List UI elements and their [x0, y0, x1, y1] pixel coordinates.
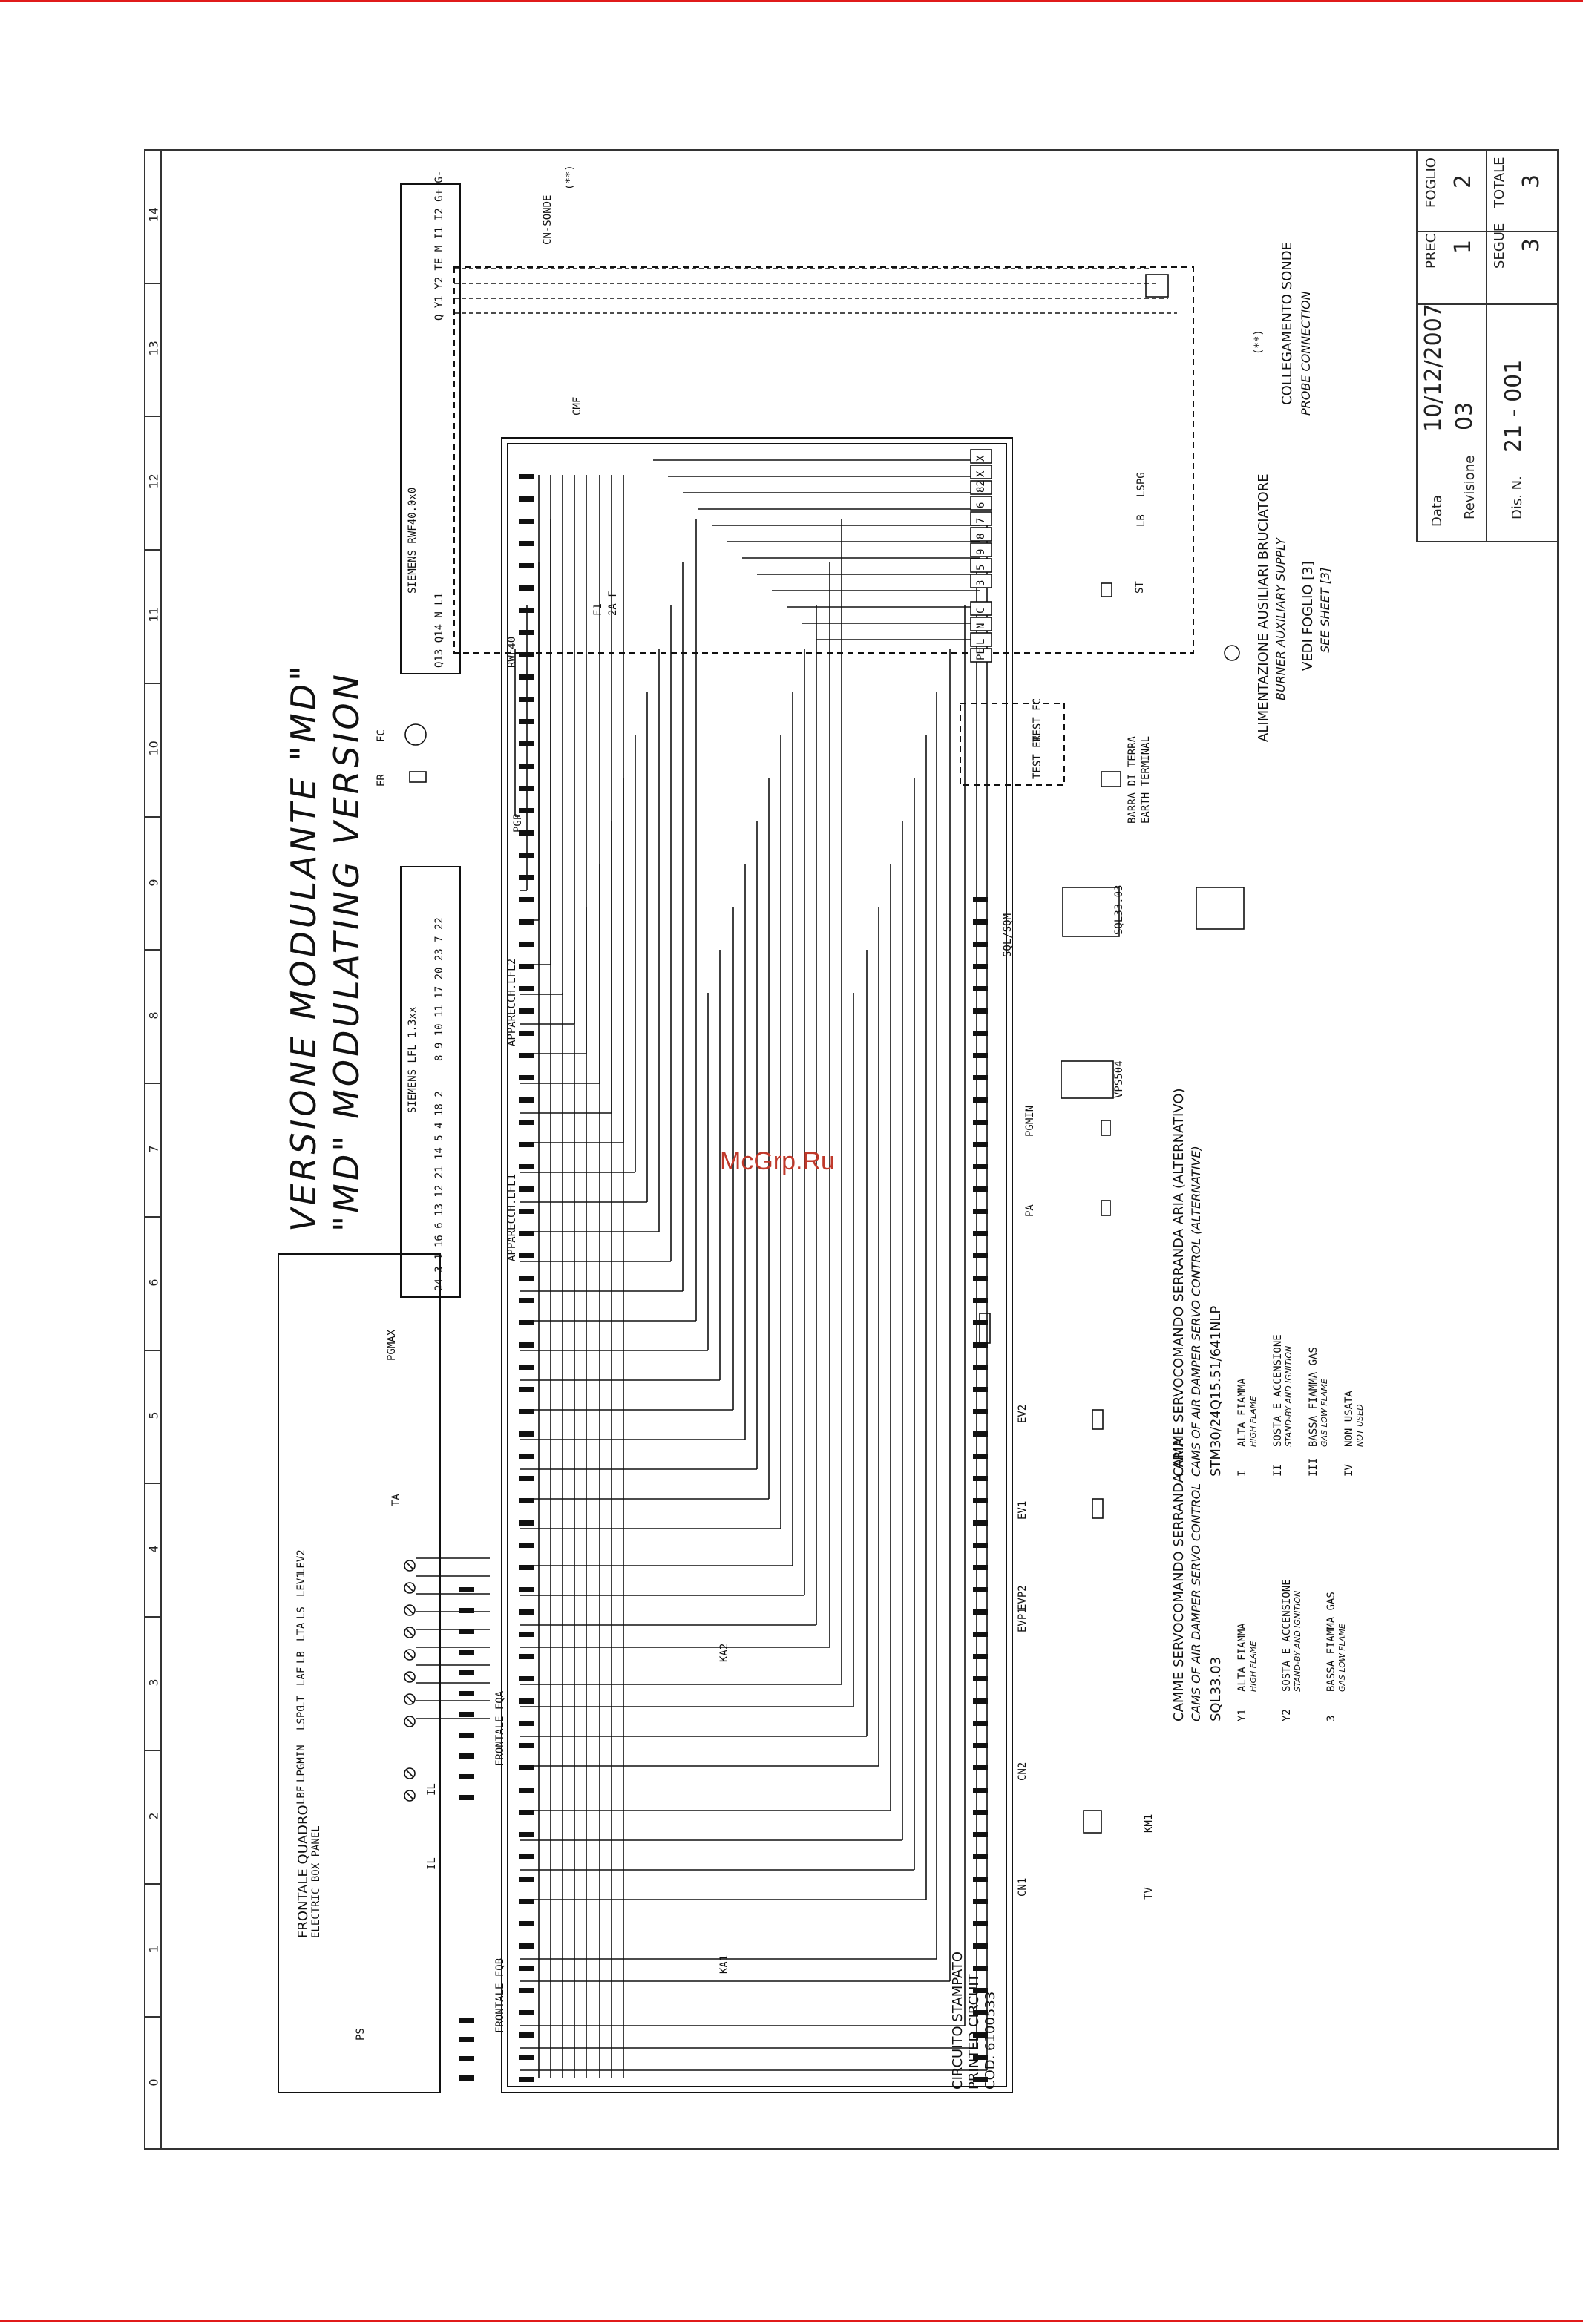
- terminal-pin: [974, 1966, 987, 1970]
- siemens-rwf-terminals: Q Y1 Y2 TE M I1 I2 G+ G-: [433, 170, 445, 321]
- legend-item-it: ALTA FIAMMA: [1236, 1623, 1248, 1692]
- terminal-pin: [520, 1833, 533, 1836]
- terminal-pin: [460, 1796, 473, 1799]
- legend-item-en: HIGH FLAME: [1248, 1641, 1258, 1692]
- component-label: FC: [376, 729, 387, 742]
- component-label: EV1: [1017, 1500, 1029, 1520]
- legend-code: Y2: [1281, 1709, 1293, 1721]
- zone-number: 5: [146, 1411, 161, 1420]
- stm-legend-title-en: CAMS OF AIR DAMPER SERVO CONTROL (ALTERNATIVE): [1189, 1146, 1203, 1477]
- probe-note-mark: (**): [564, 165, 576, 190]
- terminal-pin: [974, 920, 987, 924]
- zone-number: 2: [146, 1812, 161, 1820]
- printed-circuit-en: PRINTED CIRCUIT: [966, 1974, 982, 2090]
- terminal-pin: [520, 586, 533, 590]
- terminal-pin: [974, 1632, 987, 1636]
- terminal-pin: [520, 1632, 533, 1636]
- component-label: CN1: [1017, 1877, 1029, 1897]
- terminal-pin: [974, 1566, 987, 1569]
- component-label: IL: [426, 1783, 438, 1796]
- siemens-lfl-label: SIEMENS LFL 1.3xx: [407, 1006, 419, 1113]
- legend-item-en: STAND-BY AND IGNITION: [1293, 1590, 1302, 1692]
- terminal-pin: [974, 1187, 987, 1191]
- see-sheet-en: SEE SHEET [3]: [1318, 567, 1332, 653]
- connector-label: 9: [975, 548, 987, 555]
- front-panel-subtitle: ELECTRIC BOX PANEL: [310, 1825, 322, 1938]
- connector-label: 8: [975, 533, 987, 539]
- terminal-pin: [974, 1031, 987, 1035]
- zone-number: 0: [146, 2078, 161, 2087]
- barra-terra-it: BARRA DI TERRA: [1127, 735, 1138, 824]
- terminal-pin: [520, 920, 533, 924]
- tb-totale-caption: TOTALE: [1492, 157, 1507, 208]
- legend-item-en: NOT USED: [1355, 1404, 1365, 1447]
- component-label: IL: [426, 1857, 438, 1870]
- terminal-pin: [974, 1432, 987, 1436]
- probe-connection-it: COLLEGAMENTO SONDE: [1279, 242, 1295, 405]
- ev1-coil-symbol: [1092, 1499, 1103, 1518]
- terminal-pin: [460, 1629, 473, 1633]
- terminal-pin: [520, 1588, 533, 1592]
- terminal-pin: [974, 1922, 987, 1926]
- legend-code: 3: [1325, 1715, 1337, 1721]
- terminal-pin: [520, 1788, 533, 1792]
- barra-terra-en: EARTH TERMINAL: [1140, 735, 1152, 824]
- terminal-pin: [520, 1766, 533, 1770]
- earth-symbol: [1225, 646, 1239, 660]
- terminal-pin: [974, 1232, 987, 1235]
- terminal-pin: [520, 965, 533, 968]
- terminal-pin: [974, 942, 987, 946]
- terminal-pin: [520, 519, 533, 523]
- terminal-pin: [520, 1321, 533, 1325]
- terminal-pin: [520, 1410, 533, 1414]
- component-label: PGMAX: [386, 1329, 398, 1361]
- connector-label: 6: [975, 502, 987, 508]
- terminal-pin: [974, 1098, 987, 1102]
- component-label: EV2: [1017, 1404, 1029, 1423]
- zone-number: 4: [146, 1545, 161, 1553]
- legend-item-en: GAS LOW FLAME: [1337, 1624, 1347, 1692]
- legend-code: II: [1272, 1464, 1284, 1477]
- terminal-pin: [520, 1209, 533, 1213]
- legend-item-it: SOSTA E ACCENSIONE: [1281, 1579, 1293, 1692]
- terminal-pin: [520, 653, 533, 657]
- terminal-pin: [974, 1944, 987, 1948]
- terminal-pin: [460, 1713, 473, 1716]
- legend-item-it: BASSA FIAMMA GAS: [1325, 1592, 1337, 1692]
- frontale-fqa-label: FRONTALE FQA: [494, 1690, 506, 1766]
- connector-label: 7: [975, 517, 987, 524]
- terminal-pin: [520, 1120, 533, 1124]
- legend-code: III: [1308, 1457, 1320, 1477]
- component-label: LSPG: [1135, 472, 1147, 497]
- component-label: LB: [1135, 514, 1147, 527]
- tb-prec-caption: PREC.: [1423, 229, 1439, 269]
- tb-disn-value: 21 - 001: [1501, 359, 1527, 453]
- terminal-pin: [520, 542, 533, 545]
- tb-data-caption: Data: [1429, 495, 1445, 527]
- terminal-pin: [974, 1655, 987, 1658]
- terminal-pin: [520, 1900, 533, 1903]
- terminal-pin: [520, 898, 533, 902]
- terminal-pin: [460, 1650, 473, 1654]
- tb-data-value: 10/12/2007: [1420, 303, 1446, 432]
- lamp-label: LSPG: [295, 1705, 307, 1730]
- lamp-label: LEV1: [295, 1572, 307, 1597]
- stm-legend-title-it: CAMME SERVOCOMANDO SERRANDA ARIA (ALTERNATIVO): [1171, 1088, 1187, 1477]
- apparecch-lfl2-label: APPARECCH.LFL2: [506, 958, 518, 1046]
- terminal-pin: [520, 1477, 533, 1480]
- er-electrode-symbol: [410, 772, 426, 782]
- terminal-pin: [520, 1699, 533, 1703]
- terminal-pin: [460, 1692, 473, 1696]
- legend-item-en: GAS LOW FLAME: [1320, 1379, 1329, 1447]
- pa-switch-box: [1101, 1201, 1110, 1215]
- legend-code: IV: [1343, 1464, 1355, 1477]
- terminal-pin: [974, 1209, 987, 1213]
- terminal-pin: [520, 564, 533, 568]
- pgmin-switch-box: [1101, 1120, 1110, 1135]
- connector-label: X: [975, 455, 987, 462]
- aux-supply-en: BURNER AUXILIARY SUPPLY: [1274, 537, 1288, 700]
- terminal-pin: [974, 1744, 987, 1747]
- terminal-pin: [974, 1165, 987, 1169]
- terminal-pin: [974, 1610, 987, 1614]
- lamp-label: LPGMIN: [295, 1744, 307, 1782]
- component-label: KA2: [718, 1643, 730, 1662]
- siemens-lfl-terminals-b: 8 9 10 11 17 20 23 7 22: [433, 917, 445, 1061]
- terminal-pin: [974, 987, 987, 991]
- terminal-pin: [974, 1499, 987, 1503]
- zone-number: 14: [146, 207, 161, 223]
- terminal-pin: [520, 497, 533, 501]
- terminal-pin: [520, 942, 533, 946]
- terminal-pin: [460, 2076, 473, 2080]
- terminal-pin: [974, 1365, 987, 1369]
- terminal-pin: [520, 1098, 533, 1102]
- vps504-box: [1061, 1061, 1113, 1098]
- sql3303-box: [1063, 887, 1119, 936]
- terminal-pin: [520, 1922, 533, 1926]
- component-label: SQL33.03: [1113, 884, 1125, 935]
- terminal-pin: [520, 608, 533, 612]
- lamp-label: LT: [295, 1696, 307, 1708]
- watermark-text: McGrp.Ru: [720, 1147, 835, 1175]
- component-label: PGMIN: [1024, 1105, 1036, 1137]
- terminal-pin: [974, 1900, 987, 1903]
- terminal-pin: [974, 1811, 987, 1814]
- zone-number: 13: [146, 340, 161, 356]
- tb-foglio-value: 2: [1450, 174, 1476, 188]
- legend-code: Y1: [1236, 1709, 1248, 1721]
- siemens-lfl-terminals-a: 24 3 1 16 6 13 12 21 14 5 4 18 2: [433, 1091, 445, 1291]
- component-label: SQL/SQM: [1002, 913, 1014, 957]
- terminal-pin: [520, 697, 533, 701]
- legend-item-it: ALTA FIAMMA: [1236, 1378, 1248, 1447]
- connector-label: C: [975, 607, 987, 614]
- printed-circuit-code: COD. 6100533: [983, 1991, 998, 2090]
- terminal-pin: [520, 1877, 533, 1881]
- km1-coil-symbol: [1084, 1811, 1101, 1833]
- terminal-pin: [974, 1699, 987, 1703]
- component-label: TA: [390, 1494, 402, 1506]
- frontale-fqb-label: FRONTALE FQB: [494, 1957, 506, 2033]
- sql-legend-title-en: CAMS OF AIR DAMPER SERVO CONTROL: [1189, 1483, 1203, 1721]
- terminal-pin: [520, 1966, 533, 1970]
- lamp-label: LTA: [295, 1622, 307, 1641]
- component-label: CMF: [571, 396, 583, 416]
- terminal-pin: [460, 2018, 473, 2022]
- terminal-pin: [520, 876, 533, 879]
- terminal-pin: [460, 2038, 473, 2041]
- sql-legend-title-it: CAMME SERVOCOMANDO SERRANDA ARIA: [1171, 1437, 1187, 1721]
- terminal-pin: [520, 2055, 533, 2059]
- terminal-pin: [520, 1521, 533, 1525]
- terminal-pin: [520, 1454, 533, 1458]
- legend-item-it: NON USATA: [1343, 1391, 1355, 1447]
- terminal-pin: [460, 1733, 473, 1737]
- terminal-pin: [520, 1432, 533, 1436]
- terminal-pin: [520, 1054, 533, 1057]
- terminal-pin: [974, 1454, 987, 1458]
- terminal-pin: [520, 1543, 533, 1547]
- terminal-pin: [974, 1521, 987, 1525]
- stm30-box: [1196, 887, 1244, 929]
- connector-label: X: [975, 470, 987, 477]
- component-label: EVP1: [1017, 1607, 1029, 1632]
- terminal-pin: [520, 1610, 533, 1614]
- terminal-pin: [520, 1499, 533, 1503]
- lamp-label: LS: [295, 1606, 307, 1619]
- terminal-pin: [520, 1076, 533, 1080]
- terminal-pin: [974, 1388, 987, 1391]
- component-label: CN2: [1017, 1762, 1029, 1781]
- terminal-pin: [520, 1165, 533, 1169]
- terminal-pin: [520, 809, 533, 813]
- terminal-pin: [974, 1766, 987, 1770]
- front-panel-title: FRONTALE QUADRO: [295, 1805, 311, 1938]
- probe-connector-symbol: [1146, 275, 1168, 297]
- legend-item-it: SOSTA E ACCENSIONE: [1272, 1334, 1284, 1447]
- zone-number: 6: [146, 1278, 161, 1287]
- component-label: ST: [1134, 581, 1146, 594]
- legend-item-en: HIGH FLAME: [1248, 1396, 1258, 1447]
- component-label: ER: [376, 774, 387, 787]
- probe-connection-mark: (**): [1253, 329, 1265, 355]
- terminal-pin: [520, 1944, 533, 1948]
- terminal-pin: [974, 1143, 987, 1146]
- connector-label: N: [975, 623, 987, 629]
- lamp-label: LEV2: [295, 1549, 307, 1575]
- component-label: KA1: [718, 1954, 730, 1974]
- terminal-pin: [520, 1811, 533, 1814]
- zone-number: 1: [146, 1945, 161, 1953]
- stm-legend-model: STM30/24Q15.51/641NLP: [1208, 1305, 1224, 1477]
- terminal-pin: [520, 2078, 533, 2081]
- zone-number: 11: [146, 607, 161, 623]
- terminal-pin: [974, 1588, 987, 1592]
- terminal-pin: [520, 2033, 533, 2037]
- see-sheet-it: VEDI FOGLIO [3]: [1300, 561, 1316, 671]
- legend-code: I: [1236, 1470, 1248, 1477]
- terminal-pin: [460, 1588, 473, 1592]
- terminal-pin: [974, 898, 987, 902]
- lamp-label: LAF: [295, 1667, 307, 1686]
- component-label: PS: [355, 2028, 367, 2041]
- test-fc-label: TEST FC: [1032, 697, 1043, 742]
- terminal-pin: [974, 1877, 987, 1881]
- terminal-pin: [520, 1388, 533, 1391]
- component-label: PA: [1024, 1204, 1036, 1217]
- terminal-pin: [520, 1677, 533, 1681]
- fc-sensor-symbol: [405, 724, 426, 745]
- terminal-pin: [974, 1477, 987, 1480]
- test-er-label: TEST ER: [1032, 735, 1043, 779]
- terminal-pin: [460, 1671, 473, 1675]
- terminal-pin: [974, 1009, 987, 1013]
- terminal-pin: [520, 742, 533, 746]
- terminal-pin: [974, 1410, 987, 1414]
- terminal-pin: [520, 787, 533, 790]
- earth-terminal-strip: [1101, 772, 1121, 787]
- siemens-rwf-supply: Q13 Q14 N L1: [433, 592, 445, 668]
- zone-number: 10: [146, 740, 161, 756]
- terminal-pin: [974, 1721, 987, 1725]
- zone-number: 8: [146, 1011, 161, 1020]
- terminal-pin: [974, 1543, 987, 1547]
- terminal-pin: [520, 1299, 533, 1302]
- terminal-pin: [520, 764, 533, 768]
- terminal-pin: [974, 1076, 987, 1080]
- connector-label: PE: [975, 648, 987, 660]
- terminal-pin: [974, 1054, 987, 1057]
- terminal-pin: [520, 1143, 533, 1146]
- component-label: 2A F: [607, 591, 619, 616]
- terminal-pin: [974, 1788, 987, 1792]
- printed-circuit-it: CIRCUITO STAMPATO: [950, 1951, 966, 2090]
- terminal-pin: [520, 2011, 533, 2015]
- terminal-pin: [974, 1321, 987, 1325]
- tb-segue-caption: SEGUE: [1492, 223, 1507, 269]
- lamp-label: LBF: [295, 1785, 307, 1805]
- terminal-pin: [520, 1989, 533, 1992]
- terminal-pin: [974, 1677, 987, 1681]
- legend-item-it: BASSA FIAMMA GAS: [1308, 1347, 1320, 1447]
- terminal-pin: [520, 1031, 533, 1035]
- tb-revisione-value: 03: [1452, 401, 1478, 430]
- legend-item-en: STAND-BY AND IGNITION: [1284, 1345, 1294, 1447]
- terminal-pin: [520, 1365, 533, 1369]
- ev2-coil-symbol: [1092, 1410, 1103, 1429]
- title-italian: VERSIONE MODULANTE "MD": [284, 662, 324, 1232]
- component-label: F1: [592, 603, 604, 616]
- tb-segue-value: 3: [1518, 237, 1544, 252]
- terminal-pin: [520, 631, 533, 634]
- terminal-pin: [974, 965, 987, 968]
- terminal-pin: [520, 1009, 533, 1013]
- tb-disn-caption: Dis. N.: [1510, 476, 1525, 519]
- zone-number: 7: [146, 1145, 161, 1153]
- terminal-pin: [520, 1254, 533, 1258]
- component-label: PGP: [512, 813, 524, 833]
- sql-legend-model: SQL33.03: [1208, 1656, 1224, 1721]
- aux-supply-it: ALIMENTAZIONE AUSILIARI BRUCIATORE: [1256, 473, 1271, 742]
- terminal-pin: [520, 1343, 533, 1347]
- terminal-pin: [520, 1655, 533, 1658]
- terminal-pin: [974, 1299, 987, 1302]
- siemens-rwf-box: [401, 184, 460, 674]
- terminal-pin: [520, 1232, 533, 1235]
- terminal-pin: [974, 1120, 987, 1124]
- terminal-pin: [520, 675, 533, 679]
- connector-label: 5: [975, 564, 987, 571]
- terminal-pin: [520, 1721, 533, 1725]
- terminal-pin: [520, 475, 533, 479]
- component-label: VPS504: [1113, 1060, 1125, 1098]
- tb-foglio-caption: FOGLIO: [1423, 157, 1439, 208]
- terminal-pin: [520, 1276, 533, 1280]
- connector-label: 82: [975, 480, 987, 493]
- terminal-pin: [520, 1187, 533, 1191]
- apparecch-lfl1-label: APPARECCH.LFL1: [506, 1173, 518, 1261]
- tb-revisione-caption: Revisione: [1462, 455, 1478, 519]
- terminal-pin: [974, 1254, 987, 1258]
- rwf40-label: RWF40: [506, 636, 518, 668]
- terminal-pin: [974, 1855, 987, 1859]
- zone-number: 3: [146, 1678, 161, 1687]
- zone-number: 9: [146, 878, 161, 887]
- terminal-pin: [460, 2057, 473, 2061]
- terminal-pin: [520, 853, 533, 857]
- component-label: TV: [1143, 1887, 1155, 1900]
- connector-label: L: [975, 638, 987, 645]
- tb-totale-value: 3: [1518, 174, 1544, 188]
- component-label: KM1: [1143, 1813, 1155, 1833]
- terminal-pin: [520, 987, 533, 991]
- pcb-connector-1234: [980, 1313, 990, 1343]
- terminal-pin: [520, 1855, 533, 1859]
- component-label: EVP2: [1017, 1585, 1029, 1610]
- st-thermostat-box: [1101, 583, 1112, 597]
- probe-connection-en: PROBE CONNECTION: [1299, 291, 1313, 416]
- connector-label: 3: [975, 580, 987, 586]
- cn-sonde-label: CN-SONDE: [542, 194, 554, 245]
- terminal-pin: [974, 1833, 987, 1836]
- zone-number: 12: [146, 473, 161, 489]
- terminal-pin: [460, 1609, 473, 1612]
- tb-prec-value: 1: [1450, 239, 1476, 254]
- terminal-pin: [520, 1744, 533, 1747]
- terminal-pin: [460, 1775, 473, 1779]
- terminal-pin: [520, 720, 533, 723]
- terminal-pin: [974, 1276, 987, 1280]
- lamp-label: LB: [295, 1651, 307, 1664]
- terminal-pin: [460, 1754, 473, 1758]
- lamp-group: [404, 1560, 415, 1801]
- siemens-rwf-label: SIEMENS RWF40.0x0: [407, 487, 419, 594]
- terminal-pin: [520, 1566, 533, 1569]
- title-english: "MD" MODULATING VERSION: [327, 671, 367, 1232]
